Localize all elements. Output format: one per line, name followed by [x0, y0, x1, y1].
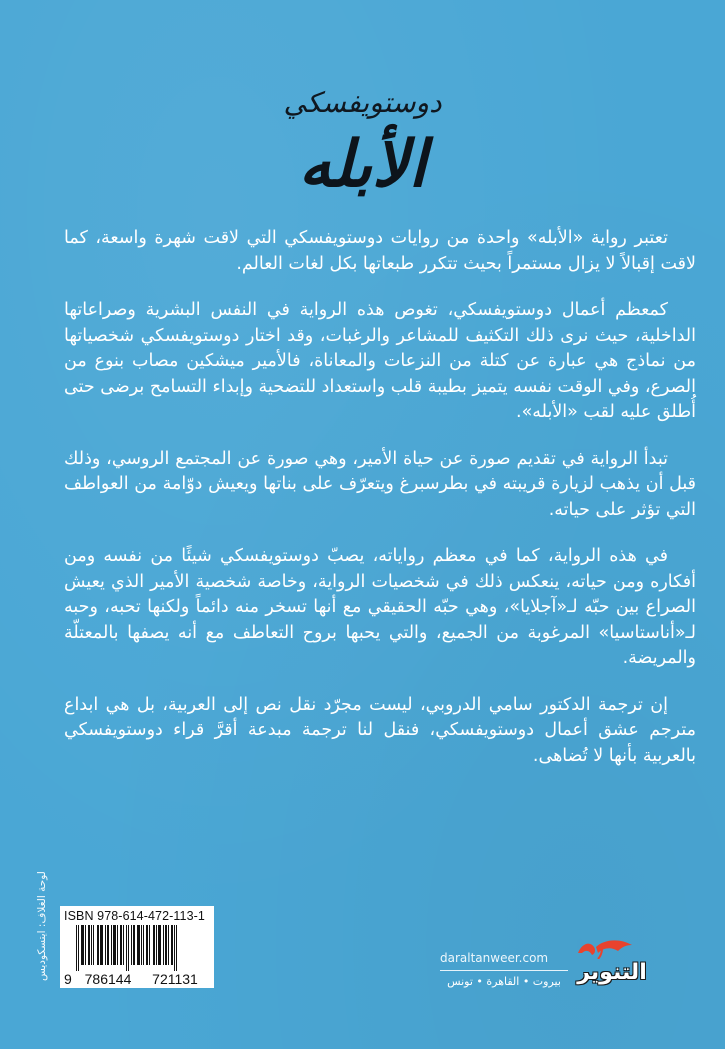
- blurb-paragraph: كمعظم أعمال دوستويفسكي، تغوص هذه الرواية في النفس البشرية وصراعاتها الداخلية، حيث نرى ذلك التكثيف للمشاعر والرغبات، وقد اختار دوستويفسكي شخصياتها من نماذج هي عبارة عن كتلة من النزعات والمعاناة، فالأمير ميشكين مصاب بنوع من الصرع، وفي الوقت نفسه يتميز بطيبة قلب واستعداد للتضحية وإبداء التسامح برضى حتى أُطلق عليه لقب «الأبله».: [64, 300, 696, 422]
- isbn-label: ISBN 978-614-472-113-1: [64, 909, 205, 923]
- author-name: دوستويفسكي: [283, 86, 442, 119]
- barcode-digit-first: 9: [64, 971, 72, 987]
- publisher-block: [430, 935, 700, 1005]
- blurb: [64, 226, 696, 790]
- blurb-paragraph: تبدأ الرواية في تقديم صورة عن حياة الأمير، وهي صورة عن المجتمع الروسي، وذلك قبل أن يذهب لزيارة قريبته في بطرسبرغ ويتعرّف على بناتها ويعيش دوّامة من العواطف التي تؤثر على حياته.: [64, 448, 696, 520]
- publisher-logo-text: التنوير: [577, 960, 647, 985]
- barcode-digit-group-1: 786144: [78, 971, 138, 987]
- blurb-paragraph: إن ترجمة الدكتور سامي الدروبي، ليست مجرّد نقل نص إلى العربية، بل هي ابداع مترجم عشق أعمال دوستويفسكي، فنقل لنا ترجمة مبدعة أقرَّ قراء دوستويفسكي بالعربية بأنها لا تُضاهى.: [64, 694, 696, 766]
- blurb-paragraph: تعتبر رواية «الأبله» واحدة من روايات دوستويفسكي التي لاقت شهرة واسعة، كما لاقت إقبالاً لا يزال مستمراً بحيث تتكرر طبعاتها بكل لغات العالم.: [64, 228, 696, 274]
- barcode-digit-group-2: 721131: [144, 971, 206, 987]
- publisher-divider: [440, 970, 568, 971]
- barcode-bars: [64, 925, 210, 971]
- book-title: الأبله: [298, 127, 427, 202]
- blurb-paragraph: في هذه الرواية، كما في معظم رواياته، يصبّ دوستويفسكي شيئًا من نفسه ومن أفكاره ومن حياته، ينعكس ذلك في شخصيات الرواية، وخاصة شخصية الأمير الذي يعيش الصراع بين حبّه لـ«آجلايا»، وهي حبّه الحقيقي مع أنها تسخر منه دائماً ولكنها تحبه، وحبه لـ«أناستاسيا» المرغوبة من الجميع، والتي يحبها بروح التعاطف مع أنه يصفها بالمعتلّة والمريضة.: [64, 546, 696, 668]
- barcode-digits: [64, 971, 210, 987]
- cover-art-credit: لوحة الغلاف: ايتسكوديس: [36, 871, 48, 981]
- isbn-barcode: [60, 906, 214, 988]
- publisher-url: daraltanweer.com: [440, 951, 549, 965]
- publisher-logo: [572, 935, 652, 1003]
- publisher-cities: بيروت • القاهرة • تونس: [447, 975, 561, 988]
